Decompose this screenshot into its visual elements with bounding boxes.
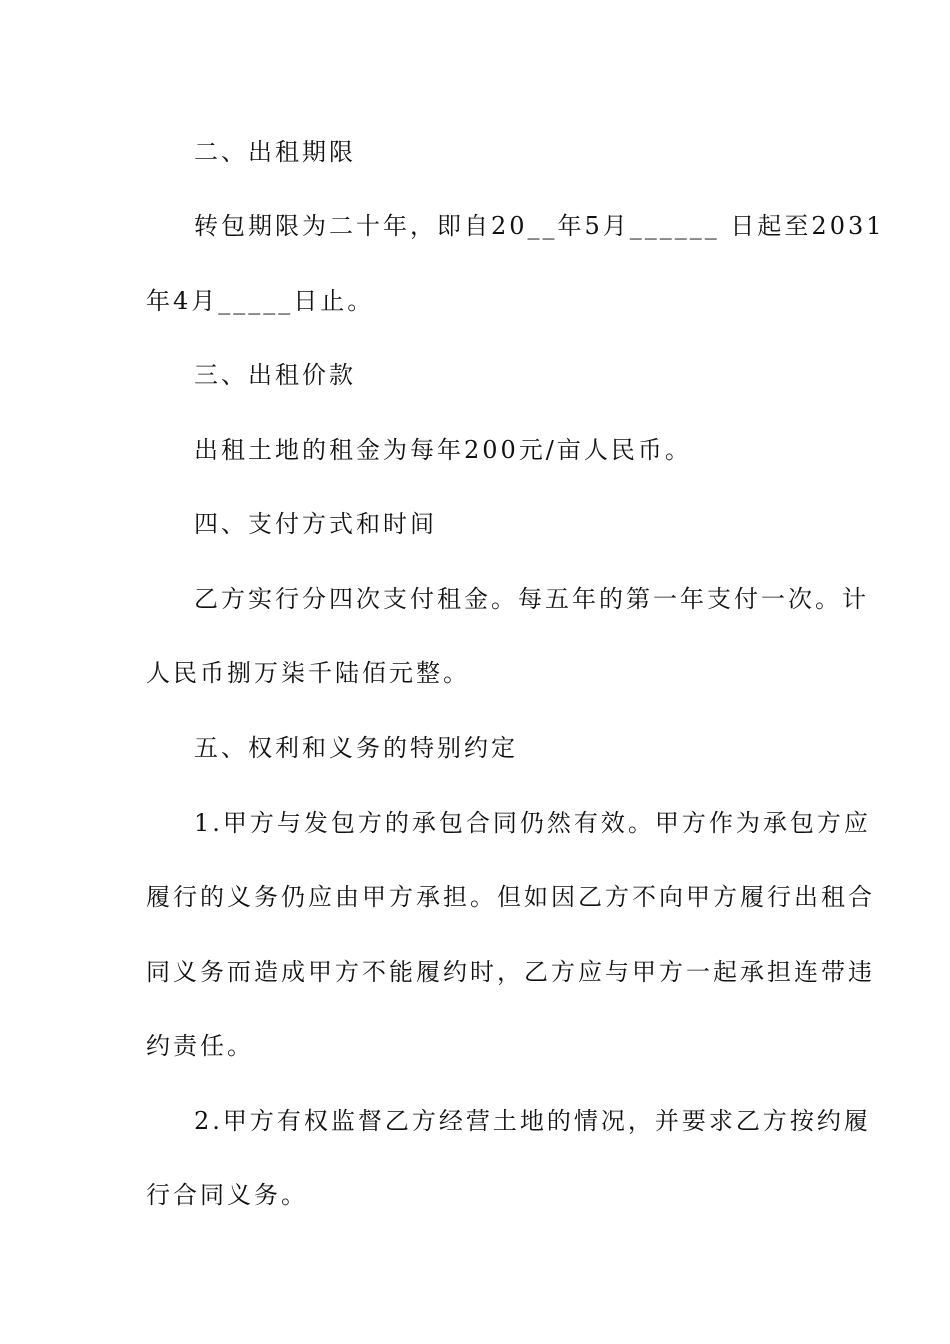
- paragraph-line: 履行的义务仍应由甲方承担。但如因乙方不向甲方履行出租合: [146, 883, 875, 911]
- section-heading-payment: 四、支付方式和时间: [194, 510, 437, 538]
- section-heading-rent-price: 三、出租价款: [194, 361, 356, 389]
- paragraph-line: 出租土地的租金为每年200元/亩人民币。: [194, 436, 692, 464]
- paragraph-line: 行合同义务。: [146, 1181, 308, 1209]
- paragraph-line: 1.甲方与发包方的承包合同仍然有效。甲方作为承包方应: [194, 809, 871, 837]
- paragraph-line: 人民币捌万柒千陆佰元整。: [146, 659, 470, 687]
- section-heading-rights-obligations: 五、权利和义务的特别约定: [194, 734, 518, 762]
- paragraph-line: 2.甲方有权监督乙方经营土地的情况，并要求乙方按约履: [194, 1107, 871, 1135]
- paragraph-line: 乙方实行分四次支付租金。每五年的第一年支付一次。计: [194, 585, 869, 613]
- paragraph-line: 同义务而造成甲方不能履约时，乙方应与甲方一起承担连带违: [146, 958, 875, 986]
- paragraph-line: 年4月_____日止。: [146, 287, 375, 315]
- paragraph-line: 转包期限为二十年，即自20__年5月______ 日起至2031: [194, 212, 885, 240]
- paragraph-line: 约责任。: [146, 1032, 254, 1060]
- section-heading-lease-term: 二、出租期限: [194, 138, 356, 166]
